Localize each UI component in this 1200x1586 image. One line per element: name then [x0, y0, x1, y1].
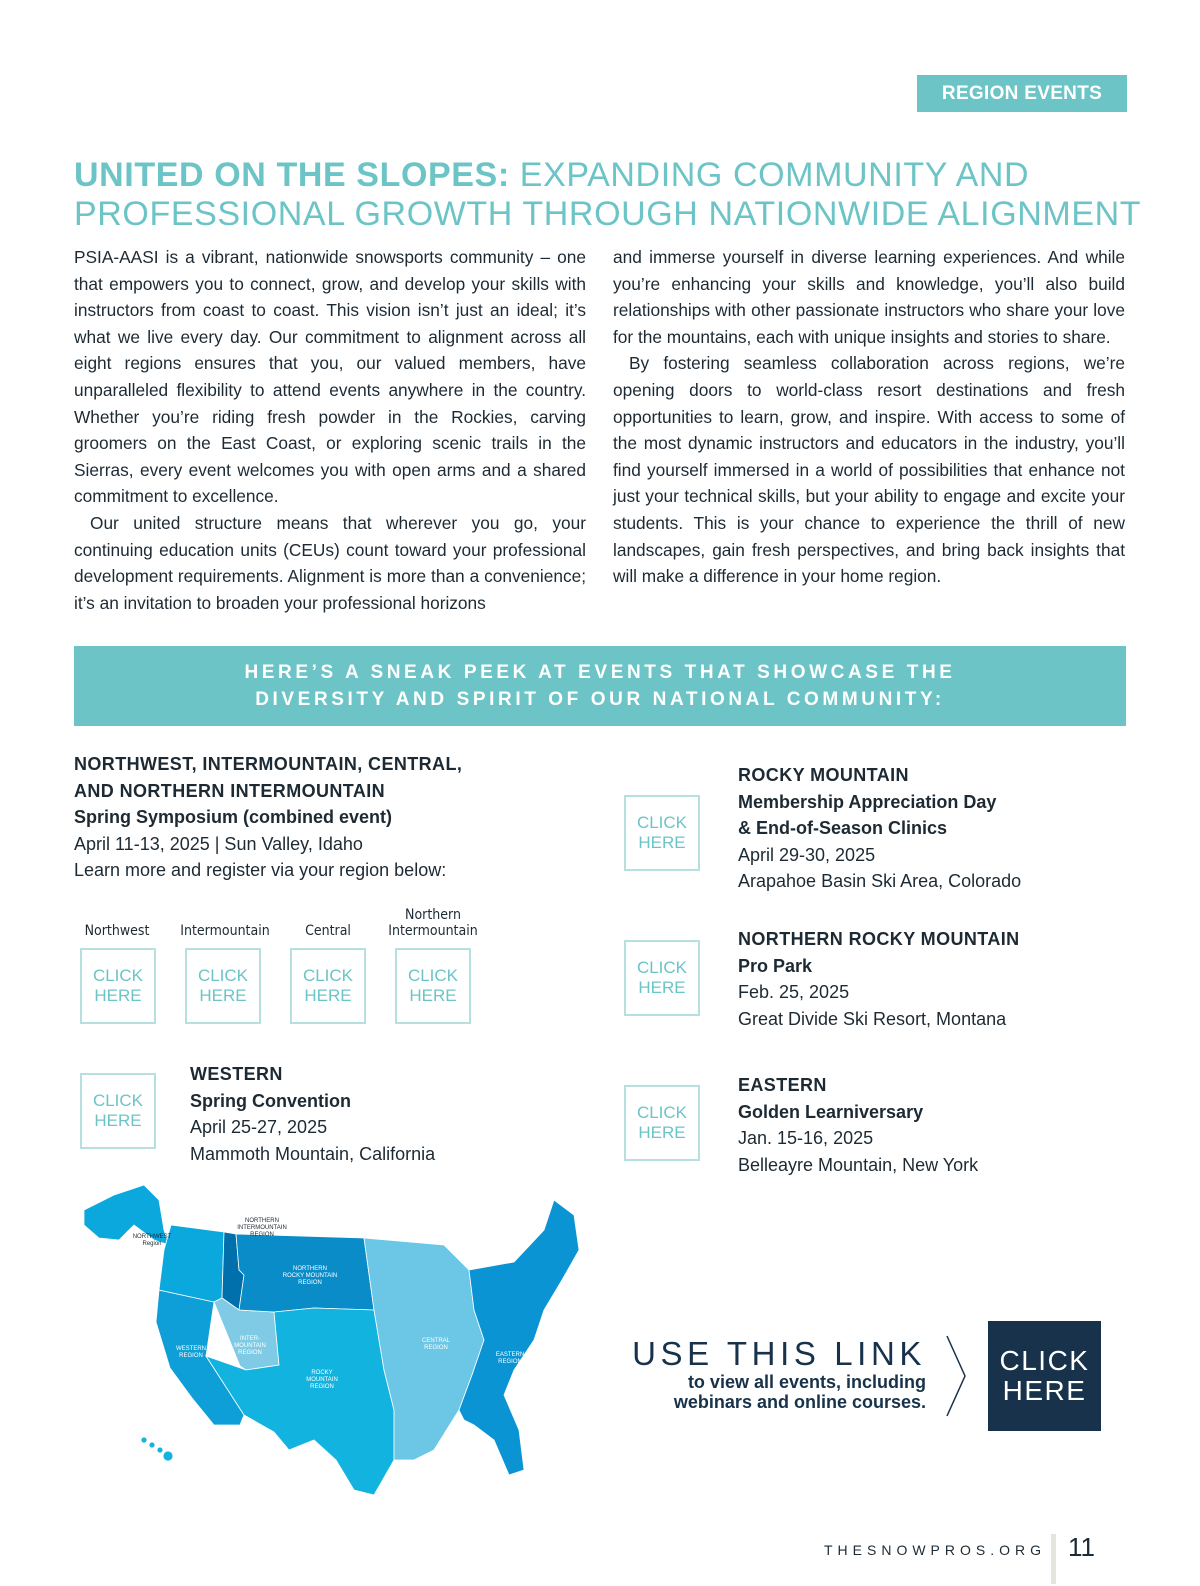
click-label: CLICK	[197, 966, 249, 985]
banner-line2: DIVERSITY AND SPIRIT OF OUR NATIONAL COMMUNITY:	[255, 689, 945, 710]
event-date: Feb. 25, 2025	[738, 982, 850, 1003]
event-name: Golden Learniversary	[738, 1101, 924, 1122]
event-region: EASTERN	[738, 1075, 827, 1095]
map-label-northern-rocky: NORTHERN ROCKY MOUNTAIN REGION	[282, 1266, 338, 1286]
click-label: CLICK	[92, 1091, 144, 1110]
event-date-place: April 11-13, 2025 | Sun Valley, Idaho	[74, 833, 363, 854]
map-label-rocky: ROCKY MOUNTAIN REGION	[306, 1370, 338, 1390]
body-paragraph-2: Our united structure means that wherever you go, your continuing education units (CEUs) count toward your professional development requirements. Alignment is more than a convenience; it’s an invitation to broaden your professional horizons	[74, 512, 586, 613]
western-event	[190, 1061, 570, 1167]
body-paragraph-1: PSIA-AASI is a vibrant, nationwide snowsports community – one that empowers you to connect, grow, and develop your skills with instructors from coast to coast. This vision isn’t just an ideal; it’s what we live every day. Our commitment to alignment across all eight regions ensures that you, our valued members, have unparalleled flexibility to attend events anywhere in the country. Whether you’re riding fresh powder in the Rockies, carving groomers on the East Coast, or exploring scenic trails in the Sierras, every event welcomes you with open arms and a shared commitment to excellence.	[74, 247, 586, 507]
map-label-northwest: NORTHWEST Region	[132, 1234, 172, 1247]
map-label-intermountain: INTER-MOUNTAIN REGION	[234, 1336, 266, 1356]
event-place: Arapahoe Basin Ski Area, Colorado	[738, 871, 1022, 892]
northern-intermountain-click-button[interactable]	[395, 948, 471, 1024]
body-column-right	[613, 244, 1125, 590]
events-banner	[74, 646, 1126, 726]
event-region: AND NORTHERN INTERMOUNTAIN	[74, 780, 386, 801]
event-region: NORTHWEST, INTERMOUNTAIN, CENTRAL,	[74, 754, 463, 774]
rocky-mountain-click-button[interactable]	[624, 795, 700, 871]
hawaii-shape	[141, 1437, 173, 1461]
northwest-click-button[interactable]	[80, 948, 156, 1024]
chevron-right-icon	[944, 1334, 968, 1418]
click-label: CLICK	[407, 966, 459, 985]
eastern-click-button[interactable]	[624, 1085, 700, 1161]
use-this-link-callout	[618, 1336, 926, 1412]
body-paragraph-4: By fostering seamless collaboration across regions, we’re opening doors to world-class resort destinations and fresh opportunities to learn, grow, and inspire. With access to some of the most dynamic instructors and educators in the industry, you’ll find yourself immersed in a world of possibilities that enhance not just your technical skills, but your ability to engage and excite your students. This is your chance to experience the thrill of new landscapes, gain fresh perspectives, and bring back insights that will make a difference in your home region.	[613, 353, 1125, 587]
headline-line2: PROFESSIONAL GROWTH THROUGH NATIONWIDE ALIGNMENT	[74, 195, 1142, 233]
banner-line1: HERE’S A SNEAK PEEK AT EVENTS THAT SHOWCASE THE	[244, 662, 956, 683]
body-column-left	[74, 244, 586, 616]
click-label: HERE	[94, 986, 142, 1005]
click-label: HERE	[304, 986, 352, 1005]
all-events-click-button[interactable]	[988, 1321, 1101, 1431]
region-label-northwest: Northwest	[84, 923, 150, 939]
click-label: CLICK	[636, 813, 688, 832]
eastern-event	[738, 1072, 1138, 1178]
headline-rest: EXPANDING COMMUNITY AND	[509, 156, 1030, 194]
use-link-title: USE THIS LINK	[632, 1335, 926, 1372]
event-name: Pro Park	[738, 955, 813, 976]
event-place: Great Divide Ski Resort, Montana	[738, 1008, 1007, 1029]
click-label: HERE	[409, 986, 457, 1005]
rocky-mountain-event	[738, 762, 1138, 895]
us-regions-map	[74, 1170, 594, 1520]
click-label: HERE	[94, 1111, 142, 1130]
event-name: & End-of-Season Clinics	[738, 818, 948, 839]
footer-divider	[1051, 1534, 1056, 1584]
map-label-northern-intermountain: NORTHERN INTERMOUNTAIN REGION	[237, 1218, 287, 1238]
event-date: April 29-30, 2025	[738, 844, 876, 865]
article-headline	[74, 156, 1154, 234]
click-label: CLICK	[92, 966, 144, 985]
event-place: Belleayre Mountain, New York	[738, 1154, 979, 1175]
event-place: Mammoth Mountain, California	[190, 1143, 436, 1164]
click-label: CLICK	[636, 958, 688, 977]
region-label-central: Central	[305, 923, 351, 939]
region-label-intermountain: Intermountain	[180, 923, 270, 939]
map-label-eastern: EASTERN REGION	[495, 1352, 525, 1365]
use-link-sub1: to view all events, including	[687, 1372, 926, 1392]
use-link-sub2: webinars and online courses.	[673, 1392, 926, 1412]
event-name: Spring Convention	[190, 1090, 351, 1111]
click-label: HERE	[199, 986, 247, 1005]
section-tag: REGION EVENTS	[917, 75, 1127, 112]
northern-rocky-mountain-click-button[interactable]	[624, 940, 700, 1016]
map-label-western: WESTERN REGION	[176, 1346, 206, 1359]
intermountain-click-button[interactable]	[185, 948, 261, 1024]
event-date: April 25-27, 2025	[190, 1117, 328, 1138]
event-name: Spring Symposium (combined event)	[74, 807, 393, 828]
cta-label: HERE	[1002, 1375, 1087, 1406]
combined-event	[74, 751, 594, 884]
event-date: Jan. 15-16, 2025	[738, 1128, 874, 1149]
event-region: WESTERN	[190, 1064, 283, 1084]
click-label: HERE	[638, 833, 686, 852]
page-number: 11	[1068, 1532, 1095, 1562]
body-paragraph-3: and immerse yourself in diverse learning experiences. And while you’re enhancing your skills and knowledge, you’ll also build relationships with other passionate instructors who share your love for the mountains, each with unique insights and stories to share.	[613, 247, 1125, 347]
map-label-central: CENTRAL REGION	[421, 1338, 451, 1351]
western-click-button[interactable]	[80, 1073, 156, 1149]
click-label: HERE	[638, 978, 686, 997]
click-label: CLICK	[302, 966, 354, 985]
event-name: Membership Appreciation Day	[738, 791, 997, 812]
event-region: NORTHERN ROCKY MOUNTAIN	[738, 929, 1020, 949]
footer-website: THESNOWPROS.ORG	[824, 1542, 1047, 1558]
event-note: Learn more and register via your region below:	[74, 860, 447, 881]
northern-rocky-mountain-event	[738, 926, 1138, 1032]
central-click-button[interactable]	[290, 948, 366, 1024]
click-label: CLICK	[636, 1103, 688, 1122]
event-region: ROCKY MOUNTAIN	[738, 765, 909, 785]
region-label-northern-intermountain: Northern Intermountain	[388, 907, 478, 939]
headline-bold: UNITED ON THE SLOPES:	[74, 156, 510, 194]
cta-label: CLICK	[999, 1345, 1090, 1376]
click-label: HERE	[638, 1123, 686, 1142]
